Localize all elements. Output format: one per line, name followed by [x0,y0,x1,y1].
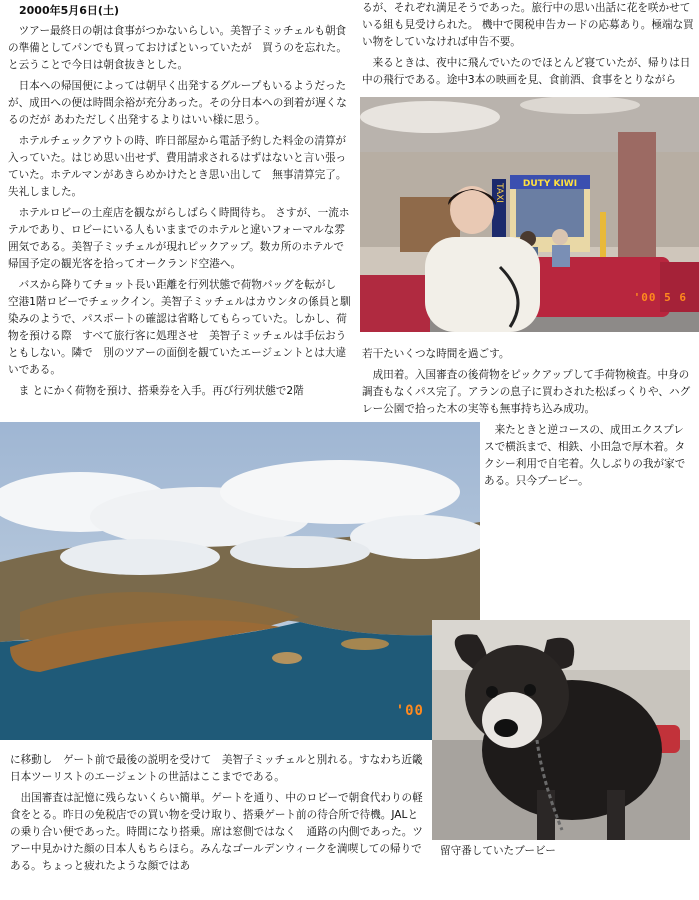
right-column-low [484,422,694,494]
paragraph: 日本への帰国便によっては朝早く出発するグループもいるようだったが、成田への便は時間余裕が充分あった。その分日本への到着が遅くなるのだが あわただしく出発するよりはいい様に思う。 [8,80,347,126]
paragraph: るが、それぞれ満足そうであった。旅行中の思い出話に花を咲かせている組も見受けられた。 機中で関税申告カードの応募あり。極端な買い物をしていなければ申告不要。 [362,2,694,48]
paragraph: 成田着。入国審査の後荷物をピックアップして手荷物検査。中身の調査もなくパス完了。アランの息子に買わされた松ぼっくりや、ハグレー公園で拾った木の実等も無事持ち込み成功。 [362,369,691,415]
paragraph: 出国審査は記憶に残らないくらい簡単。ゲートを通り、中のロビーで朝食代わりの軽食をとる。昨日の免税店での買い物を受け取り、搭乗ゲート前の待合所で待機。JALとの乗り合い便であった。時間になり搭乗。席は窓側ではなく 通路の内側であった。ツアー中見かけた顔の日本人もちらほら。みんなゴールデンウィークを満喫しての帰りである。ちょっと疲れたような顔ではあ [10,792,423,872]
paragraph: ツアー最終日の朝は食事がつかないらしい。美智子ミッチェルも朝食の準備としてパンでも買っておけばといっていたが 買うのを忘れた。と云うことで今日は朝食抜きとした。 [8,25,347,71]
dog-caption: 留守番していたブービー [440,845,556,857]
taxi-sign: TAXI [494,183,504,203]
dog-illustration [432,620,690,840]
paragraph: ホテルロビーの土産店を観ながらしばらく時間待ち。 さすが、一流ホテルであり、ロビーにいる人もいままでのホテルと違いフォーマルな雰囲気である。美智子ミッチェルが現れピックアップ。数カ所のホテルで帰国予定の観光客を拾ってオークランド空港へ。 [8,207,350,270]
photo-date-stamp: '00 5 6 [633,291,687,304]
left-column-top [8,2,353,404]
paragraph: ホテルチェックアウトの時、昨日部屋から電話予約した料金の清算が入っていた。はじめ思い出せず、費用請求されるはずはないと言い張っていた。ホテルマンがあきらめかけたとき思い出して 無事清算完了。失礼しました。 [8,135,347,198]
shop-sign: DUTY KIWI [522,179,578,189]
airport-lobby-photo [360,97,699,332]
entry-date: 2000年5月6日(土) [19,4,119,17]
paragraph: バスから降りてチョット長い距離を行列状態で荷物バッグを転がし 空港1階ロビーでチェックイン。美智子ミッチェルはカウンタの係員と馴染みのようで、パスポートの確認は省略してもらっていた。しかし、荷物を預ける際 すべて旅行客に処理させ 美智子ミッチェルは手伝おうともしない。隣で 別のツアーの面倒を観ていたエージェントとは大違いである。 [8,279,351,376]
paragraph: 来るときは、夜中に飛んでいたのでほとんど寝ていたが、帰りは日中の飛行である。途中3本の映画を見、食前酒、食事をとりながら [362,57,691,86]
aerial-coast-illustration [0,422,480,740]
dog-photo [432,620,690,840]
paragraph: 来たときと逆コースの、成田エクスプレスで横浜まで、相鉄、小田急で厚木着。タクシー利用で自宅着。久しぶりの我が家である。只今ブービー。 [484,424,686,487]
right-column-mid [362,346,695,422]
paragraph: 若干たいくつな時間を過ごす。 [362,348,510,360]
left-column-bottom [10,752,428,879]
photo-date-stamp: '00 [395,703,424,719]
paragraph: ま とにかく荷物を預け、搭乗券を入手。再び行列状態で2階 [18,385,304,397]
aerial-coast-photo [0,422,480,740]
right-column-top [362,0,695,93]
paragraph: に移動し ゲート前で最後の説明を受けて 美智子ミッチェルと別れる。すなわち近畿日本ツーリストのエージェントの世話はここまでである。 [10,754,423,783]
